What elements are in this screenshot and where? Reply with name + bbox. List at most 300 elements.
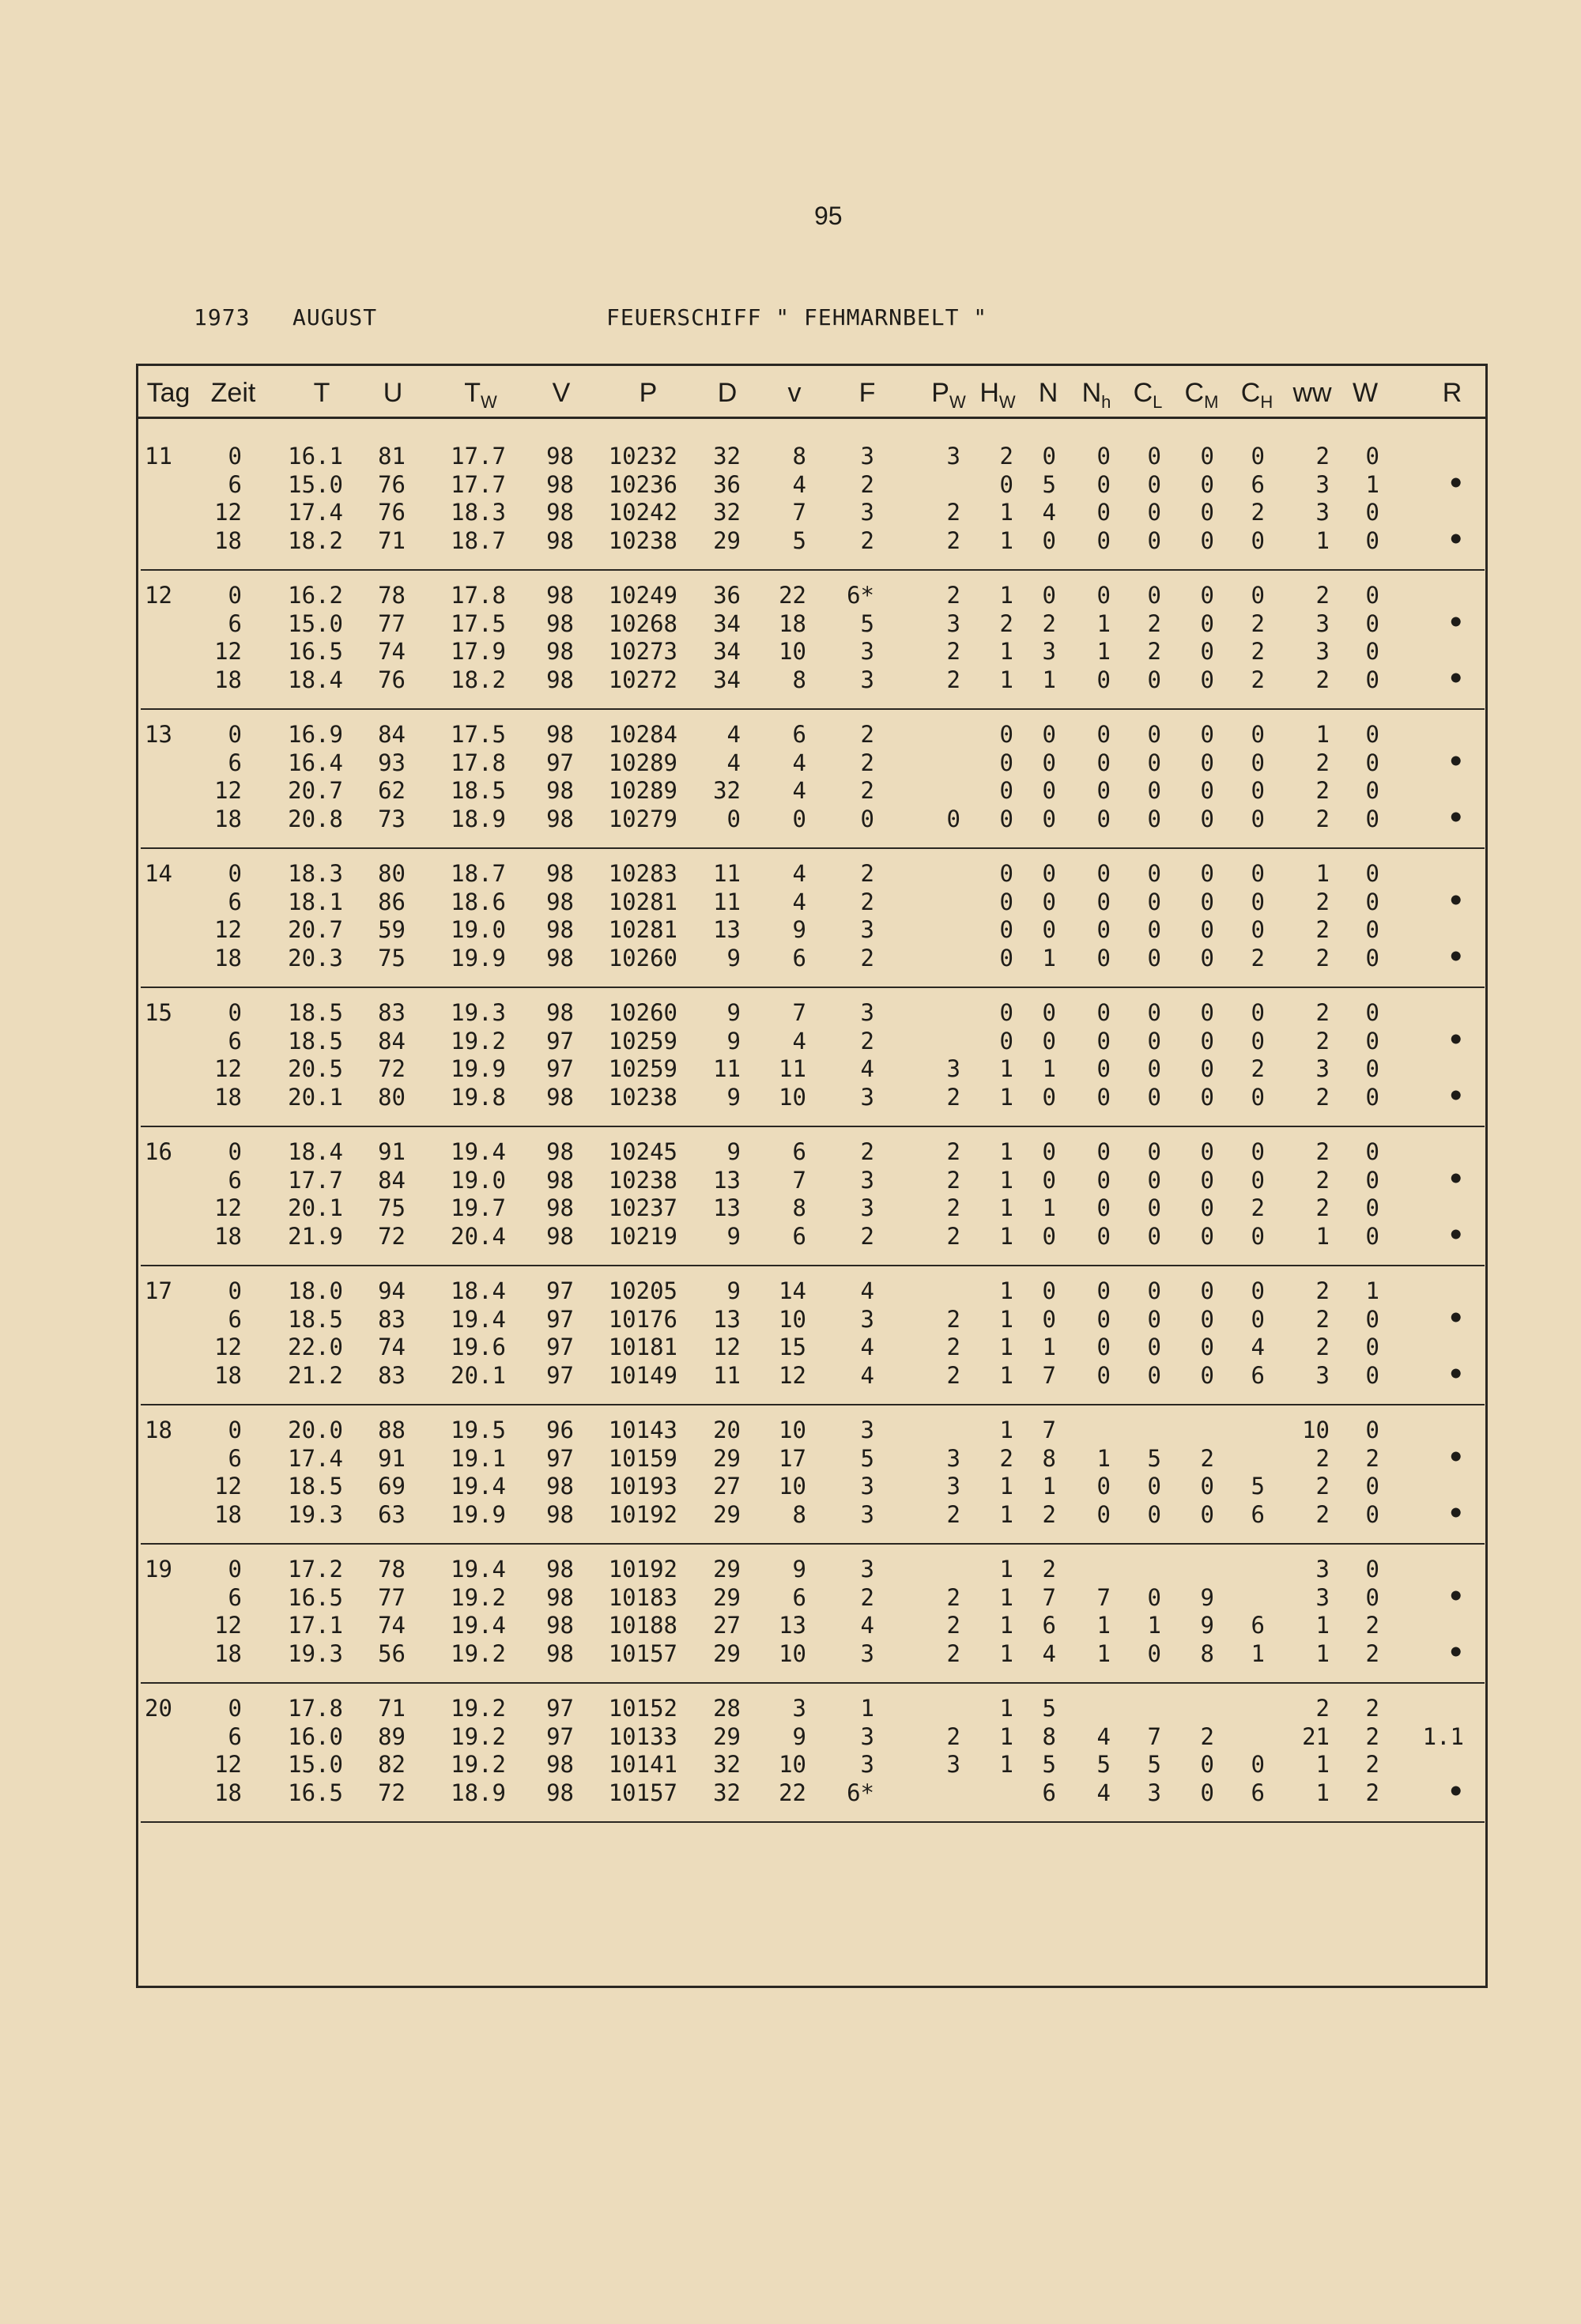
- table-cell-u: 77: [378, 609, 406, 637]
- table-cell-n: 1: [1042, 1194, 1056, 1221]
- day-separator: [141, 1821, 1485, 1823]
- table-cell-d: 32: [713, 777, 741, 804]
- table-cell-ww: 2: [1315, 1334, 1330, 1360]
- table-cell-zeit: 18: [214, 526, 242, 554]
- table-cell-v: 4: [792, 470, 806, 498]
- table-cell-u: 56: [378, 1639, 406, 1667]
- table-cell-f: 2: [860, 749, 874, 776]
- table-cell-cl: 0: [1147, 777, 1161, 804]
- table-cell-cl: 0: [1147, 944, 1161, 971]
- table-cell-ww: 3: [1315, 638, 1330, 665]
- table-cell-cl: 0: [1147, 1500, 1161, 1528]
- table-cell-zeit: 18: [214, 1361, 242, 1389]
- table-cell-d: 29: [713, 1500, 741, 1528]
- table-cell-w: 0: [1365, 1583, 1379, 1611]
- table-cell-p: 10192: [608, 1556, 677, 1583]
- table-cell-w: 0: [1365, 888, 1379, 915]
- column-header-tw: $T_W$: [464, 378, 497, 412]
- table-cell-ww: 2: [1315, 944, 1330, 971]
- table-cell-zeit: 6: [228, 1166, 242, 1194]
- table-cell-v: 6: [792, 944, 806, 971]
- table-cell-p: 10193: [608, 1473, 677, 1500]
- table-cell-ch: 0: [1251, 1027, 1265, 1054]
- table-cell-cm: 0: [1200, 1277, 1214, 1304]
- table-cell-p: 10260: [608, 999, 677, 1026]
- table-cell-v: 13: [779, 1612, 806, 1639]
- table-cell-w: 2: [1365, 1639, 1379, 1667]
- table-cell-p: 10149: [608, 1361, 677, 1389]
- table-cell-f: 3: [860, 916, 874, 943]
- table-cell-n: 8: [1042, 1444, 1056, 1472]
- table-cell-p: 10143: [608, 1417, 677, 1443]
- table-cell-v: 4: [792, 777, 806, 804]
- table-cell-ch: 2: [1251, 609, 1265, 637]
- table-cell-cm: 0: [1200, 1222, 1214, 1250]
- table-cell-hw: 1: [999, 1361, 1013, 1389]
- table-cell-ch: 2: [1251, 1055, 1265, 1082]
- table-cell-zeit: 18: [214, 1222, 242, 1250]
- table-cell-zeit: 0: [228, 1556, 242, 1583]
- table-cell-n: 0: [1042, 999, 1056, 1026]
- table-cell-cl: 0: [1147, 860, 1161, 887]
- table-cell-cl: 0: [1147, 1361, 1161, 1389]
- table-cell-p: 10237: [608, 1194, 677, 1221]
- table-cell-t: 18.5: [288, 1305, 343, 1333]
- table-cell-nh: 0: [1096, 1500, 1111, 1528]
- table-cell-d: 28: [713, 1695, 741, 1722]
- column-header-cl: $C_L$: [1133, 378, 1163, 412]
- table-cell-u: 89: [378, 1722, 406, 1750]
- table-cell-f: 4: [860, 1334, 874, 1360]
- table-cell-tw: 17.8: [451, 582, 506, 609]
- table-cell-nh: 0: [1096, 999, 1111, 1026]
- table-cell-zeit: 18: [214, 1779, 242, 1806]
- table-cell-n: 0: [1042, 805, 1056, 832]
- table-cell-d: 9: [726, 1138, 741, 1165]
- table-cell-cm: 0: [1200, 1473, 1214, 1500]
- table-cell-zeit: 18: [214, 1083, 242, 1111]
- table-cell-nh: 0: [1096, 1222, 1111, 1250]
- table-cell-nh: 0: [1096, 1473, 1111, 1500]
- table-cell-ww: 1: [1315, 1222, 1330, 1250]
- table-cell-cl: 0: [1147, 1473, 1161, 1500]
- table-cell-w: 1: [1365, 470, 1379, 498]
- table-cell-f: 2: [860, 721, 874, 748]
- table-cell-tw: 19.6: [451, 1334, 506, 1360]
- table-cell-v: 8: [792, 1500, 806, 1528]
- table-cell-hw: 0: [999, 888, 1013, 915]
- table-cell-p: 10259: [608, 1027, 677, 1054]
- table-cell-f: 2: [860, 1138, 874, 1165]
- table-cell-w: 0: [1365, 1083, 1379, 1111]
- table-cell-ch: 0: [1251, 443, 1265, 470]
- table-cell-tw: 17.9: [451, 638, 506, 665]
- table-cell-w: 0: [1365, 609, 1379, 637]
- table-cell-tw: 19.4: [451, 1473, 506, 1500]
- table-cell-w: 2: [1365, 1444, 1379, 1472]
- table-cell-ww: 10: [1302, 1417, 1330, 1443]
- table-cell-ch: 6: [1251, 1779, 1265, 1806]
- table-cell-t: 16.0: [288, 1722, 343, 1750]
- table-cell-p: 10284: [608, 721, 677, 748]
- table-cell-f: 3: [860, 1194, 874, 1221]
- column-header-u: U: [383, 378, 403, 408]
- table-cell-cl: 7: [1147, 1722, 1161, 1750]
- table-cell-t: 18.1: [288, 888, 343, 915]
- table-cell-r: •: [1447, 1580, 1464, 1613]
- column-header-d: D: [717, 378, 738, 408]
- table-cell-ch: 0: [1251, 860, 1265, 887]
- table-cell-tw: 19.2: [451, 1722, 506, 1750]
- table-cell-ch: 0: [1251, 916, 1265, 943]
- table-cell-t: 17.2: [288, 1556, 343, 1583]
- table-cell-n: 0: [1042, 1027, 1056, 1054]
- table-cell-v: 8: [792, 666, 806, 693]
- table-cell-u: 76: [378, 470, 406, 498]
- table-cell-cm: 0: [1200, 777, 1214, 804]
- table-cell-v: 97: [546, 1055, 574, 1082]
- table-cell-v: 98: [546, 721, 574, 748]
- table-cell-hw: 1: [999, 1751, 1013, 1778]
- table-cell-p: 10219: [608, 1222, 677, 1250]
- day-label: 17: [145, 1277, 172, 1304]
- table-cell-w: 0: [1365, 1473, 1379, 1500]
- table-cell-t: 17.1: [288, 1612, 343, 1639]
- table-cell-tw: 19.2: [451, 1751, 506, 1778]
- table-cell-hw: 1: [999, 1722, 1013, 1750]
- day-separator: [141, 569, 1485, 571]
- page-number: 95: [814, 202, 843, 230]
- table-cell-cm: 8: [1200, 1639, 1214, 1667]
- table-cell-n: 0: [1042, 443, 1056, 470]
- table-cell-ch: 0: [1251, 749, 1265, 776]
- table-cell-v: 22: [779, 1779, 806, 1806]
- table-cell-n: 0: [1042, 916, 1056, 943]
- table-cell-nh: 1: [1096, 1444, 1111, 1472]
- table-cell-p: 10183: [608, 1583, 677, 1611]
- table-cell-ch: 0: [1251, 1138, 1265, 1165]
- table-cell-f: 3: [860, 1473, 874, 1500]
- table-cell-f: 3: [860, 443, 874, 470]
- table-cell-pw: 3: [946, 609, 960, 637]
- table-cell-cm: 0: [1200, 1138, 1214, 1165]
- table-cell-ww: 1: [1315, 1639, 1330, 1667]
- table-cell-nh: 0: [1096, 1138, 1111, 1165]
- table-cell-zeit: 6: [228, 1444, 242, 1472]
- table-cell-v: 98: [546, 1473, 574, 1500]
- table-cell-hw: 1: [999, 1417, 1013, 1443]
- table-cell-n: 1: [1042, 1055, 1056, 1082]
- table-cell-cl: 5: [1147, 1751, 1161, 1778]
- table-cell-u: 72: [378, 1222, 406, 1250]
- table-cell-ww: 2: [1315, 805, 1330, 832]
- table-cell-t: 18.0: [288, 1277, 343, 1304]
- table-cell-v: 9: [792, 916, 806, 943]
- table-cell-v: 6: [792, 1138, 806, 1165]
- table-cell-d: 34: [713, 638, 741, 665]
- table-cell-d: 20: [713, 1417, 741, 1443]
- table-cell-ch: 0: [1251, 1083, 1265, 1111]
- table-cell-hw: 0: [999, 916, 1013, 943]
- table-cell-hw: 2: [999, 609, 1013, 637]
- table-cell-d: 29: [713, 1444, 741, 1472]
- table-cell-p: 10236: [608, 470, 677, 498]
- table-cell-f: 3: [860, 1751, 874, 1778]
- day-label: 13: [145, 721, 172, 748]
- table-cell-ww: 2: [1315, 888, 1330, 915]
- table-cell-tw: 19.2: [451, 1639, 506, 1667]
- table-cell-n: 4: [1042, 499, 1056, 526]
- table-cell-v: 98: [546, 1194, 574, 1221]
- table-cell-hw: 1: [999, 638, 1013, 665]
- table-cell-ww: 2: [1315, 666, 1330, 693]
- day-separator: [141, 987, 1485, 988]
- table-cell-f: 4: [860, 1277, 874, 1304]
- table-cell-w: 0: [1365, 805, 1379, 832]
- table-cell-cl: 2: [1147, 638, 1161, 665]
- table-cell-r: •: [1447, 662, 1464, 695]
- table-cell-t: 17.8: [288, 1695, 343, 1722]
- table-cell-hw: 1: [999, 666, 1013, 693]
- table-cell-p: 10157: [608, 1639, 677, 1667]
- table-cell-t: 20.1: [288, 1194, 343, 1221]
- table-cell-d: 36: [713, 470, 741, 498]
- table-cell-tw: 18.9: [451, 1779, 506, 1806]
- table-cell-ch: 0: [1251, 1751, 1265, 1778]
- table-cell-v: 15: [779, 1334, 806, 1360]
- table-cell-zeit: 12: [214, 1334, 242, 1360]
- table-cell-v: 98: [546, 1612, 574, 1639]
- table-cell-n: 0: [1042, 526, 1056, 554]
- table-cell-pw: 2: [946, 1166, 960, 1194]
- table-cell-u: 73: [378, 805, 406, 832]
- table-cell-d: 32: [713, 1779, 741, 1806]
- table-cell-cm: 0: [1200, 916, 1214, 943]
- table-cell-u: 78: [378, 1556, 406, 1583]
- table-cell-w: 0: [1365, 1556, 1379, 1583]
- table-cell-pw: 2: [946, 582, 960, 609]
- table-cell-cl: 0: [1147, 888, 1161, 915]
- table-cell-t: 22.0: [288, 1334, 343, 1360]
- table-cell-w: 0: [1365, 1417, 1379, 1443]
- table-cell-ch: 0: [1251, 582, 1265, 609]
- table-cell-p: 10268: [608, 609, 677, 637]
- table-cell-tw: 19.9: [451, 1500, 506, 1528]
- table-cell-nh: 0: [1096, 470, 1111, 498]
- table-cell-tw: 19.9: [451, 944, 506, 971]
- table-cell-cl: 0: [1147, 1277, 1161, 1304]
- table-cell-cm: 9: [1200, 1612, 1214, 1639]
- table-cell-ch: 0: [1251, 1305, 1265, 1333]
- day-label: 18: [145, 1417, 172, 1443]
- table-cell-cm: 0: [1200, 609, 1214, 637]
- table-cell-n: 6: [1042, 1779, 1056, 1806]
- table-cell-cm: 0: [1200, 1334, 1214, 1360]
- table-cell-d: 9: [726, 1277, 741, 1304]
- day-label: 12: [145, 582, 172, 609]
- column-header-f: F: [858, 378, 876, 408]
- table-cell-tw: 18.5: [451, 777, 506, 804]
- table-cell-t: 16.5: [288, 638, 343, 665]
- table-cell-f: 3: [860, 999, 874, 1026]
- table-cell-d: 29: [713, 1583, 741, 1611]
- table-cell-ch: 6: [1251, 1361, 1265, 1389]
- table-cell-nh: 4: [1096, 1722, 1111, 1750]
- table-cell-cl: 0: [1147, 999, 1161, 1026]
- table-cell-cl: 0: [1147, 1583, 1161, 1611]
- table-cell-tw: 17.7: [451, 443, 506, 470]
- table-cell-v: 7: [792, 999, 806, 1026]
- table-cell-u: 94: [378, 1277, 406, 1304]
- table-cell-n: 0: [1042, 777, 1056, 804]
- table-cell-v: 98: [546, 499, 574, 526]
- table-cell-v: 98: [546, 443, 574, 470]
- table-cell-v: 97: [546, 1722, 574, 1750]
- table-cell-zeit: 0: [228, 860, 242, 887]
- table-cell-ww: 2: [1315, 1444, 1330, 1472]
- table-cell-v: 98: [546, 860, 574, 887]
- table-cell-tw: 17.5: [451, 721, 506, 748]
- table-cell-d: 27: [713, 1473, 741, 1500]
- table-cell-d: 32: [713, 1751, 741, 1778]
- table-cell-u: 83: [378, 1361, 406, 1389]
- table-cell-v: 11: [779, 1055, 806, 1082]
- table-cell-pw: 2: [946, 666, 960, 693]
- table-cell-hw: 1: [999, 1083, 1013, 1111]
- table-cell-n: 0: [1042, 582, 1056, 609]
- table-cell-pw: 3: [946, 1751, 960, 1778]
- table-cell-v: 4: [792, 1027, 806, 1054]
- table-cell-tw: 19.7: [451, 1194, 506, 1221]
- table-cell-cl: 0: [1147, 749, 1161, 776]
- table-cell-u: 75: [378, 1194, 406, 1221]
- table-cell-zeit: 12: [214, 777, 242, 804]
- table-cell-v: 10: [779, 1473, 806, 1500]
- table-cell-p: 10272: [608, 666, 677, 693]
- table-cell-w: 0: [1365, 860, 1379, 887]
- table-cell-hw: 1: [999, 499, 1013, 526]
- table-cell-t: 18.5: [288, 1027, 343, 1054]
- table-cell-v: 7: [792, 499, 806, 526]
- table-cell-p: 10205: [608, 1277, 677, 1304]
- table-cell-w: 0: [1365, 1194, 1379, 1221]
- table-cell-v: 97: [546, 1305, 574, 1333]
- table-cell-cm: 0: [1200, 470, 1214, 498]
- day-separator: [141, 1265, 1485, 1266]
- table-cell-pw: 2: [946, 1583, 960, 1611]
- table-cell-d: 4: [726, 721, 741, 748]
- table-cell-tw: 20.1: [451, 1361, 506, 1389]
- table-cell-ww: 2: [1315, 999, 1330, 1026]
- day-label: 16: [145, 1138, 172, 1165]
- table-cell-t: 20.7: [288, 777, 343, 804]
- table-cell-zeit: 0: [228, 1417, 242, 1443]
- table-cell-t: 16.2: [288, 582, 343, 609]
- day-separator: [141, 1543, 1485, 1545]
- table-cell-cl: 0: [1147, 1305, 1161, 1333]
- table-cell-w: 0: [1365, 443, 1379, 470]
- table-cell-u: 91: [378, 1444, 406, 1472]
- table-cell-nh: 1: [1096, 1612, 1111, 1639]
- table-cell-nh: 1: [1096, 1639, 1111, 1667]
- table-cell-u: 59: [378, 916, 406, 943]
- table-cell-r: •: [1447, 1302, 1464, 1334]
- table-cell-hw: 1: [999, 1583, 1013, 1611]
- table-cell-w: 0: [1365, 1500, 1379, 1528]
- table-cell-hw: 1: [999, 1473, 1013, 1500]
- table-cell-pw: 2: [946, 1361, 960, 1389]
- table-cell-cl: 0: [1147, 721, 1161, 748]
- table-cell-n: 0: [1042, 1138, 1056, 1165]
- table-cell-w: 0: [1365, 499, 1379, 526]
- table-cell-r: •: [1447, 1358, 1464, 1390]
- table-cell-hw: 0: [999, 805, 1013, 832]
- table-cell-pw: 2: [946, 1639, 960, 1667]
- table-cell-ch: 2: [1251, 666, 1265, 693]
- header-month: AUGUST: [292, 304, 378, 330]
- table-cell-f: 4: [860, 1612, 874, 1639]
- table-cell-v: 7: [792, 1166, 806, 1194]
- table-cell-ww: 1: [1315, 1612, 1330, 1639]
- table-cell-cl: 0: [1147, 1222, 1161, 1250]
- table-cell-tw: 19.4: [451, 1612, 506, 1639]
- table-cell-n: 8: [1042, 1722, 1056, 1750]
- table-cell-t: 20.3: [288, 944, 343, 971]
- table-cell-zeit: 18: [214, 1500, 242, 1528]
- table-cell-cm: 0: [1200, 944, 1214, 971]
- table-cell-v: 17: [779, 1444, 806, 1472]
- table-cell-tw: 19.2: [451, 1027, 506, 1054]
- table-cell-pw: 2: [946, 1305, 960, 1333]
- table-cell-f: 4: [860, 1055, 874, 1082]
- table-cell-r: •: [1447, 1024, 1464, 1056]
- table-cell-cm: 0: [1200, 443, 1214, 470]
- table-cell-ww: 1: [1315, 1751, 1330, 1778]
- table-cell-nh: 0: [1096, 888, 1111, 915]
- table-cell-cm: 0: [1200, 999, 1214, 1026]
- table-cell-tw: 17.7: [451, 470, 506, 498]
- table-cell-w: 0: [1365, 1138, 1379, 1165]
- table-cell-cl: 0: [1147, 1055, 1161, 1082]
- table-cell-u: 74: [378, 1612, 406, 1639]
- table-cell-t: 16.1: [288, 443, 343, 470]
- table-cell-t: 20.0: [288, 1417, 343, 1443]
- table-cell-ww: 1: [1315, 1779, 1330, 1806]
- table-cell-d: 12: [713, 1334, 741, 1360]
- table-cell-v: 6: [792, 1222, 806, 1250]
- table-cell-zeit: 6: [228, 1722, 242, 1750]
- table-cell-ch: 0: [1251, 777, 1265, 804]
- table-cell-t: 19.3: [288, 1500, 343, 1528]
- table-cell-pw: 0: [946, 805, 960, 832]
- table-cell-ch: 2: [1251, 1194, 1265, 1221]
- table-cell-cl: 2: [1147, 609, 1161, 637]
- table-cell-f: 3: [860, 1500, 874, 1528]
- table-cell-hw: 1: [999, 1138, 1013, 1165]
- table-cell-t: 19.3: [288, 1639, 343, 1667]
- table-cell-t: 18.4: [288, 1138, 343, 1165]
- table-cell-p: 10249: [608, 582, 677, 609]
- table-cell-u: 86: [378, 888, 406, 915]
- table-cell-hw: 0: [999, 749, 1013, 776]
- table-cell-t: 21.2: [288, 1361, 343, 1389]
- table-cell-u: 74: [378, 1334, 406, 1360]
- table-cell-cl: 0: [1147, 1639, 1161, 1667]
- table-cell-p: 10289: [608, 749, 677, 776]
- column-header-t: T: [313, 378, 330, 408]
- table-cell-n: 2: [1042, 1500, 1056, 1528]
- table-cell-f: 3: [860, 638, 874, 665]
